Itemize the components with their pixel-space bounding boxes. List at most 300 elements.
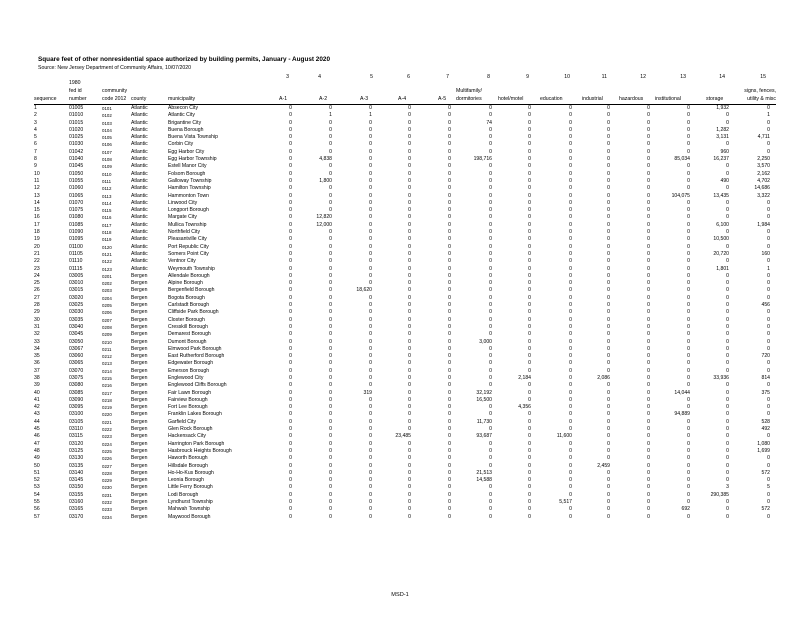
cell-multifamily: 0: [489, 199, 492, 206]
cell-industrial: 0: [607, 214, 610, 221]
cell-storage: 0: [726, 287, 729, 294]
cell-institutional: 0: [687, 126, 690, 133]
cell-county: Atlantic: [131, 156, 148, 163]
cell-industrial: 0: [607, 156, 610, 163]
cell-hotel: 0: [528, 156, 531, 163]
cell-signs: 0: [767, 338, 770, 345]
cell-storage: 0: [726, 280, 729, 287]
table-row: [0, 324, 770, 331]
cell-a2: 12,000: [316, 221, 332, 228]
cell-municipality: Dumont Borough: [168, 338, 207, 345]
cell-community-code: 0201: [102, 273, 112, 279]
cell-hazardous: 0: [647, 396, 650, 403]
row-spacer: [0, 214, 34, 221]
cell-a3: 0: [369, 236, 372, 243]
cell-a4: 23,485: [395, 433, 411, 440]
row-spacer: [0, 141, 34, 148]
cell-a5: 0: [448, 199, 451, 206]
cell-sequence: 43: [34, 411, 40, 418]
cell-hazardous: 0: [647, 287, 650, 294]
cell-storage: 1,932: [716, 105, 729, 111]
cell-a2: 0: [329, 323, 332, 330]
cell-a3: 0: [369, 119, 372, 126]
cell-multifamily: 0: [489, 236, 492, 243]
cell-signs: 2,250: [757, 156, 770, 163]
cell-multifamily: 0: [489, 272, 492, 279]
cell-sequence: 31: [34, 323, 40, 330]
cell-community-code: 0122: [102, 259, 112, 265]
cell-signs: 0: [767, 141, 770, 148]
cell-sequence: 33: [34, 338, 40, 345]
cell-fed-id: 01075: [69, 207, 84, 214]
cell-industrial: 0: [607, 294, 610, 301]
cell-education: 0: [569, 309, 572, 316]
cell-a4: 0: [408, 134, 411, 141]
cell-fed-id: 03145: [69, 477, 84, 484]
cell-education: 0: [569, 105, 572, 111]
cell-institutional: 0: [687, 148, 690, 155]
cell-a3: 0: [369, 192, 372, 199]
cell-fed-id: 01060: [69, 185, 84, 192]
cell-multifamily: 74: [486, 119, 492, 126]
cell-a3: 0: [369, 433, 372, 440]
cell-hotel: 0: [528, 506, 531, 513]
cell-a4: 0: [408, 258, 411, 265]
cell-fed-id: 01020: [69, 126, 84, 133]
cell-storage: 0: [726, 440, 729, 447]
cell-community-code: 0203: [102, 288, 112, 294]
cell-education: 0: [569, 491, 572, 498]
table-row: [0, 441, 770, 448]
cell-storage: 16,237: [713, 156, 729, 163]
cell-industrial: 0: [607, 506, 610, 513]
cell-sequence: 54: [34, 491, 40, 498]
cell-municipality: Pleasantville City: [168, 236, 207, 243]
cell-municipality: Franklin Lakes Borough: [168, 411, 222, 418]
cell-multifamily: 0: [489, 316, 492, 323]
cell-a4: 0: [408, 163, 411, 170]
table-row: [0, 419, 770, 426]
cell-hotel: 0: [528, 207, 531, 214]
cell-education: 0: [569, 484, 572, 491]
cell-county: Atlantic: [131, 141, 148, 148]
cell-community-code: 0102: [102, 113, 112, 119]
cell-hazardous: 0: [647, 455, 650, 462]
table-row: [0, 317, 770, 324]
cell-community-code: 0106: [102, 142, 112, 148]
table-row: [0, 397, 770, 404]
cell-a1: 0: [289, 141, 292, 148]
row-spacer: [0, 178, 34, 185]
cell-a3: 0: [369, 265, 372, 272]
column-number-row: [0, 74, 800, 82]
row-spacer: [0, 317, 34, 324]
cell-industrial: 0: [607, 331, 610, 338]
cell-county: Bergen: [131, 280, 148, 287]
cell-fed-id: 03115: [69, 433, 83, 440]
cell-a1: 0: [289, 272, 292, 279]
cell-hazardous: 0: [647, 302, 650, 309]
cell-industrial: 0: [607, 258, 610, 265]
cell-education: 0: [569, 280, 572, 287]
cell-sequence: 57: [34, 513, 40, 520]
cell-municipality: Atlantic City: [168, 112, 195, 119]
row-spacer: [0, 185, 34, 192]
cell-storage: 0: [726, 360, 729, 367]
cell-signs: 4,711: [757, 134, 770, 141]
cell-institutional: 0: [687, 353, 690, 360]
cell-a2: 0: [329, 418, 332, 425]
cell-a2: 0: [329, 148, 332, 155]
cell-community-code: 0109: [102, 164, 112, 170]
cell-sequence: 9: [34, 163, 37, 170]
cell-industrial: 0: [607, 484, 610, 491]
cell-municipality: Ventnor City: [168, 258, 196, 265]
cell-fed-id: 03065: [69, 360, 84, 367]
cell-signs: 0: [767, 236, 770, 243]
cell-a3: 0: [369, 506, 372, 513]
cell-education: 0: [569, 287, 572, 294]
cell-education: 0: [569, 192, 572, 199]
cell-a3: 0: [369, 309, 372, 316]
cell-municipality: Brigantine City: [168, 119, 202, 126]
cell-fed-id: 03020: [69, 294, 84, 301]
cell-storage: 0: [726, 462, 729, 469]
cell-sequence: 38: [34, 374, 40, 381]
cell-storage: 0: [726, 506, 729, 513]
cell-a3: 0: [369, 455, 372, 462]
cell-sequence: 21: [34, 250, 40, 257]
cell-municipality: Northfield City: [168, 229, 200, 236]
cell-county: Bergen: [131, 447, 148, 454]
cell-institutional: 0: [687, 105, 690, 111]
cell-community-code: 0212: [102, 354, 112, 360]
cell-sequence: 29: [34, 309, 40, 316]
cell-storage: 1,801: [716, 265, 729, 272]
cell-storage: 0: [726, 302, 729, 309]
cell-hazardous: 0: [647, 177, 650, 184]
cell-a4: 0: [408, 389, 411, 396]
cell-a3: 0: [369, 411, 372, 418]
table-row: [0, 331, 770, 338]
table-row: [0, 484, 770, 491]
cell-county: Bergen: [131, 433, 148, 440]
cell-hotel: 0: [528, 214, 531, 221]
cell-multifamily: 0: [489, 126, 492, 133]
table-row: [0, 120, 770, 127]
cell-institutional: 0: [687, 477, 690, 484]
cell-multifamily: 0: [489, 294, 492, 301]
column-number: 12: [640, 74, 646, 80]
row-spacer: [0, 353, 34, 360]
row-spacer: [0, 492, 34, 499]
cell-a1: 0: [289, 280, 292, 287]
cell-fed-id: 03085: [69, 389, 84, 396]
cell-industrial: 0: [607, 185, 610, 192]
cell-a4: 0: [408, 192, 411, 199]
cell-hotel: 0: [528, 294, 531, 301]
cell-a5: 0: [448, 185, 451, 192]
cell-a3: 0: [369, 258, 372, 265]
cell-a4: 0: [408, 440, 411, 447]
permits-table: [0, 105, 770, 521]
cell-a5: 0: [448, 513, 451, 520]
cell-a5: 0: [448, 243, 451, 250]
cell-a5: 0: [448, 418, 451, 425]
cell-institutional: 0: [687, 163, 690, 170]
row-spacer: [0, 382, 34, 389]
cell-a3: 0: [369, 345, 372, 352]
cell-industrial: 0: [607, 396, 610, 403]
row-spacer: [0, 324, 34, 331]
table-row: [0, 163, 770, 170]
cell-hotel: 4,356: [518, 404, 531, 411]
cell-hotel: 0: [528, 192, 531, 199]
cell-municipality: Folsom Borough: [168, 170, 206, 177]
cell-a5: 0: [448, 331, 451, 338]
cell-municipality: Bogota Borough: [168, 294, 205, 301]
cell-sequence: 40: [34, 389, 40, 396]
cell-education: 0: [569, 207, 572, 214]
cell-hotel: 0: [528, 338, 531, 345]
cell-a2: 0: [329, 105, 332, 111]
cell-institutional: 0: [687, 374, 690, 381]
cell-hazardous: 0: [647, 192, 650, 199]
cell-signs: 1,699: [757, 447, 770, 454]
cell-sequence: 22: [34, 258, 40, 265]
cell-county: Bergen: [131, 367, 148, 374]
cell-municipality: Leonia Borough: [168, 477, 204, 484]
row-spacer: [0, 280, 34, 287]
cell-a2: 0: [329, 199, 332, 206]
cell-a5: 0: [448, 287, 451, 294]
cell-storage: 0: [726, 513, 729, 520]
cell-education: 0: [569, 221, 572, 228]
table-row: [0, 492, 770, 499]
cell-hotel: 0: [528, 258, 531, 265]
cell-fed-id: 03070: [69, 367, 84, 374]
cell-community-code: 0233: [102, 507, 112, 513]
cell-a5: 0: [448, 265, 451, 272]
cell-community-code: 0114: [102, 200, 112, 206]
cell-education: 0: [569, 404, 572, 411]
cell-a3: 0: [369, 404, 372, 411]
cell-hazardous: 0: [647, 243, 650, 250]
cell-a2: 0: [329, 367, 332, 374]
cell-county: Bergen: [131, 411, 148, 418]
cell-institutional: 0: [687, 360, 690, 367]
table-body: [0, 105, 770, 521]
table-row: [0, 463, 770, 470]
cell-community-code: 0103: [102, 120, 112, 126]
table-row: [0, 448, 770, 455]
cell-storage: 0: [726, 316, 729, 323]
cell-sequence: 32: [34, 331, 40, 338]
cell-county: Atlantic: [131, 119, 148, 126]
cell-industrial: 0: [607, 411, 610, 418]
cell-hotel: 0: [528, 126, 531, 133]
cell-industrial: 0: [607, 105, 610, 111]
cell-signs: 0: [767, 491, 770, 498]
cell-institutional: 0: [687, 484, 690, 491]
cell-hotel: 0: [528, 418, 531, 425]
cell-signs: 160: [761, 250, 770, 257]
header-hotel: hotel/motel: [498, 96, 524, 102]
cell-a3: 0: [369, 491, 372, 498]
table-row: [0, 499, 770, 506]
cell-community-code: 0206: [102, 310, 112, 316]
cell-multifamily: 0: [489, 323, 492, 330]
cell-community-code: 0118: [102, 230, 112, 236]
cell-sequence: 3: [34, 119, 37, 126]
cell-industrial: 0: [607, 426, 610, 433]
cell-education: 0: [569, 367, 572, 374]
cell-a2: 0: [329, 294, 332, 301]
header-hazardous: hazardous: [619, 96, 644, 102]
cell-a4: 0: [408, 229, 411, 236]
cell-a5: 0: [448, 294, 451, 301]
cell-hazardous: 0: [647, 491, 650, 498]
cell-hazardous: 0: [647, 221, 650, 228]
cell-education: 0: [569, 396, 572, 403]
cell-a2: 0: [329, 462, 332, 469]
cell-county: Bergen: [131, 462, 148, 469]
cell-industrial: 0: [607, 236, 610, 243]
cell-sequence: 28: [34, 302, 40, 309]
cell-storage: 0: [726, 418, 729, 425]
cell-a4: 0: [408, 265, 411, 272]
cell-sequence: 48: [34, 447, 40, 454]
cell-a3: 0: [369, 163, 372, 170]
cell-a1: 0: [289, 469, 292, 476]
cell-community-code: 0210: [102, 339, 112, 345]
row-spacer: [0, 433, 34, 440]
cell-storage: 6,100: [716, 221, 729, 228]
column-number: 3: [286, 74, 289, 80]
cell-community-code: 0107: [102, 149, 112, 155]
cell-industrial: 0: [607, 192, 610, 199]
cell-county: Bergen: [131, 426, 148, 433]
cell-a4: 0: [408, 177, 411, 184]
cell-a5: 0: [448, 323, 451, 330]
cell-industrial: 0: [607, 287, 610, 294]
column-number: 10: [564, 74, 570, 80]
row-spacer: [0, 156, 34, 163]
cell-sequence: 12: [34, 185, 40, 192]
cell-a4: 0: [408, 353, 411, 360]
cell-municipality: Egg Harbor City: [168, 148, 205, 155]
cell-county: Atlantic: [131, 236, 148, 243]
cell-county: Bergen: [131, 396, 148, 403]
cell-multifamily: 0: [489, 404, 492, 411]
cell-community-code: 0211: [102, 346, 112, 352]
cell-community-code: 0226: [102, 456, 112, 462]
cell-signs: 456: [761, 302, 770, 309]
cell-multifamily: 21,513: [476, 469, 492, 476]
cell-a3: 0: [369, 316, 372, 323]
cell-community-code: 0231: [102, 492, 112, 498]
cell-education: 0: [569, 243, 572, 250]
cell-a4: 0: [408, 316, 411, 323]
cell-municipality: Mullica Township: [168, 221, 207, 228]
cell-multifamily: 32,192: [476, 389, 492, 396]
cell-a5: 0: [448, 506, 451, 513]
cell-a2: 0: [329, 243, 332, 250]
row-spacer: [0, 258, 34, 265]
report-source: Source: New Jersey Department of Community Affairs, 10/07/2020: [38, 65, 192, 71]
cell-community-code: 0119: [102, 237, 112, 243]
cell-municipality: Hillsdale Borough: [168, 462, 208, 469]
row-spacer: [0, 339, 34, 346]
cell-signs: 492: [761, 426, 770, 433]
cell-institutional: 0: [687, 214, 690, 221]
cell-municipality: Fair Lawn Borough: [168, 389, 212, 396]
cell-a4: 0: [408, 491, 411, 498]
cell-fed-id: 03160: [69, 499, 84, 506]
cell-multifamily: 16,500: [476, 396, 492, 403]
cell-storage: 0: [726, 272, 729, 279]
row-spacer: [0, 229, 34, 236]
cell-education: 0: [569, 426, 572, 433]
cell-institutional: 0: [687, 309, 690, 316]
cell-community-code: 0217: [102, 390, 112, 396]
cell-education: 0: [569, 199, 572, 206]
table-row: [0, 141, 770, 148]
cell-hotel: 0: [528, 199, 531, 206]
cell-a4: 0: [408, 207, 411, 214]
cell-a3: 0: [369, 382, 372, 389]
cell-fed-id: 03125: [69, 447, 84, 454]
table-header: [0, 82, 800, 103]
cell-a1: 0: [289, 404, 292, 411]
cell-a3: 0: [369, 207, 372, 214]
cell-institutional: 0: [687, 280, 690, 287]
cell-sequence: 49: [34, 455, 40, 462]
row-spacer: [0, 149, 34, 156]
cell-hotel: 0: [528, 170, 531, 177]
cell-a4: 0: [408, 243, 411, 250]
cell-fed-id: 03080: [69, 382, 84, 389]
cell-hotel: 0: [528, 433, 531, 440]
cell-education: 0: [569, 126, 572, 133]
cell-a3: 0: [369, 243, 372, 250]
cell-storage: 0: [726, 426, 729, 433]
row-spacer: [0, 127, 34, 134]
cell-signs: 0: [767, 214, 770, 221]
cell-sequence: 5: [34, 134, 37, 141]
cell-hazardous: 0: [647, 411, 650, 418]
cell-fed-id: 03067: [69, 345, 84, 352]
cell-a5: 0: [448, 367, 451, 374]
cell-a5: 0: [448, 499, 451, 506]
row-spacer: [0, 105, 34, 112]
cell-sequence: 7: [34, 148, 37, 155]
cell-storage: 0: [726, 309, 729, 316]
cell-hotel: 0: [528, 163, 531, 170]
cell-sequence: 53: [34, 484, 40, 491]
cell-a4: 0: [408, 236, 411, 243]
cell-hazardous: 0: [647, 382, 650, 389]
cell-fed-id: 03045: [69, 331, 84, 338]
cell-municipality: Port Republic City: [168, 243, 209, 250]
cell-signs: 572: [761, 469, 770, 476]
cell-hazardous: 0: [647, 126, 650, 133]
cell-hotel: 0: [528, 513, 531, 520]
cell-institutional: 0: [687, 447, 690, 454]
cell-community-code: 0121: [102, 251, 112, 257]
cell-storage: 0: [726, 396, 729, 403]
cell-a4: 0: [408, 280, 411, 287]
